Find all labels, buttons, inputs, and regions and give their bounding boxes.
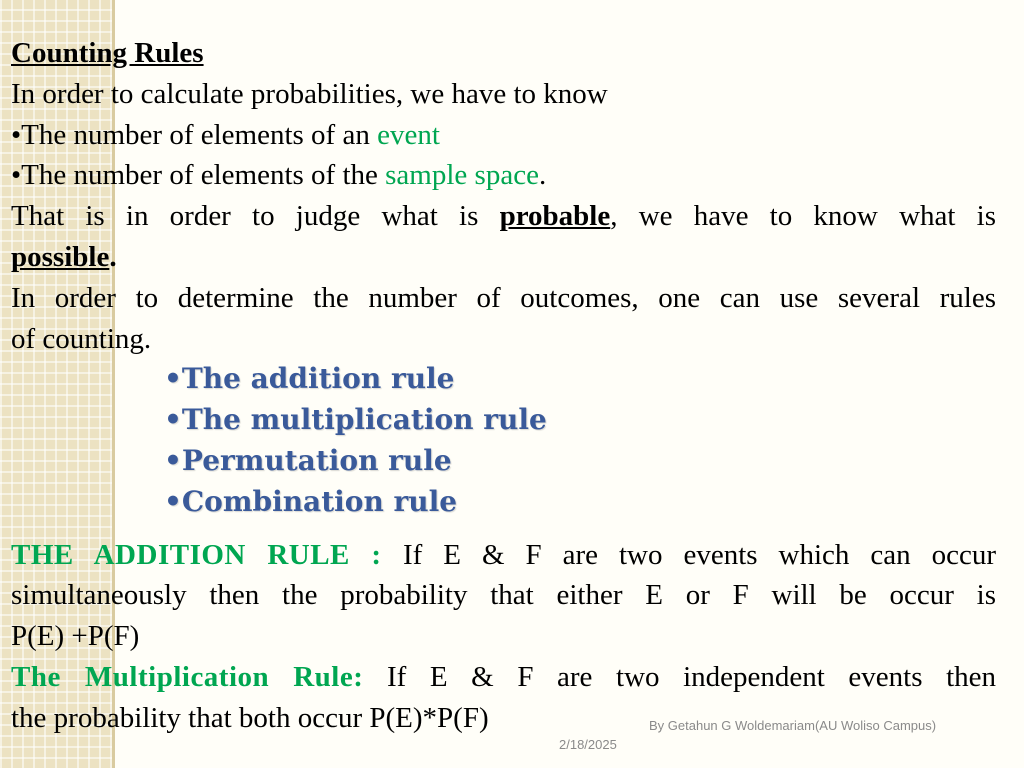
addition-line-2: simultaneously then the probability that either E or F will be occur is <box>11 579 996 612</box>
term-event: event <box>377 118 440 151</box>
addition-line-3: P(E) +P(F) <box>11 620 140 653</box>
possible-line <box>11 237 996 278</box>
determine-line-1: In order to determine the number of outcomes, one can use several rules <box>11 281 996 314</box>
multiplication-line-1 <box>11 657 996 698</box>
judge-part1: That is in order to judge what is <box>11 200 500 233</box>
slide-content <box>11 33 996 739</box>
rule-combination: •Combination rule <box>164 484 458 518</box>
slide-heading: Counting Rules <box>11 37 204 69</box>
bullet-event-prefix: •The number of elements of an <box>11 118 378 151</box>
multiplication-text-1: If E & F are two independent events then <box>363 660 997 693</box>
judge-part2: , we have to know what is <box>610 200 996 233</box>
rules-list <box>11 359 996 522</box>
rule-permutation: •Permutation rule <box>164 443 452 477</box>
spacer <box>11 523 996 535</box>
bullet-event <box>11 115 996 156</box>
determine-line-2: of counting. <box>11 322 152 355</box>
multiplication-line-2: the probability that both occur P(E)*P(F) <box>11 701 489 734</box>
heading-line <box>11 33 996 74</box>
judge-line <box>11 196 996 237</box>
addition-line-1 <box>11 535 996 576</box>
footer-date: 2/18/2025 <box>559 737 617 752</box>
bullet-sample-prefix: •The number of elements of the <box>11 159 386 192</box>
addition-text-1: If E & F are two events which can occur <box>403 538 996 571</box>
term-possible: possible <box>11 240 110 273</box>
term-probable: probable <box>499 200 611 233</box>
bullet-sample-space <box>11 155 996 196</box>
intro-text: In order to calculate probabilities, we have to know <box>11 77 608 110</box>
term-sample-space: sample space <box>385 159 539 192</box>
multiplication-label: The Multiplication Rule: <box>11 660 364 693</box>
bullet-sample-suffix: . <box>538 159 547 192</box>
addition-label: THE ADDITION RULE : <box>11 538 404 571</box>
footer-author: By Getahun G Woldemariam(AU Woliso Campus) <box>649 718 937 733</box>
rule-addition: •The addition rule <box>164 362 455 396</box>
possible-period: . <box>109 240 117 273</box>
rule-multiplication: •The multiplication rule <box>164 403 547 437</box>
